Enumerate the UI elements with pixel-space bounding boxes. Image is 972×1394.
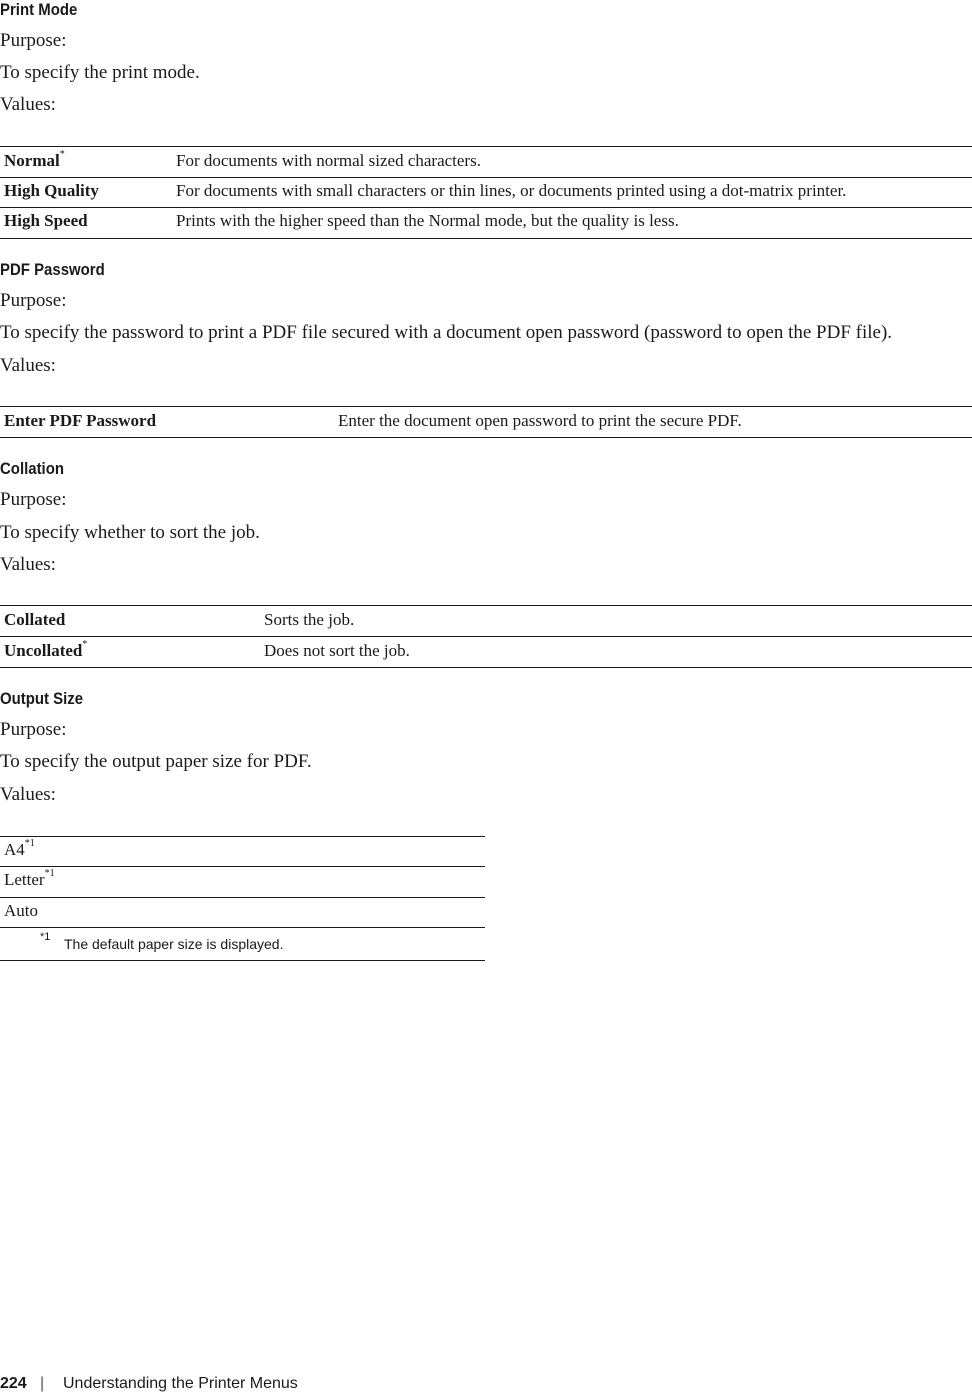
- values-label: Values:: [0, 554, 56, 575]
- section-title-collation: Collation: [0, 459, 64, 478]
- table-rule: [0, 177, 972, 178]
- table-row-key: Enter PDF Password: [4, 411, 157, 430]
- purpose-label: Purpose:: [0, 489, 67, 510]
- table-row-desc: For documents with normal sized characters.: [176, 151, 481, 170]
- purpose-label: Purpose:: [0, 719, 67, 740]
- table-row-key: High Quality: [4, 181, 99, 200]
- table-row-key: Auto: [4, 901, 38, 920]
- section-title-print-mode: Print Mode: [0, 0, 78, 19]
- table-rule: [0, 146, 972, 147]
- table-rule: [0, 238, 972, 239]
- table-row-key: Normal*: [4, 149, 65, 170]
- table-rule: [0, 897, 485, 898]
- values-label: Values:: [0, 784, 56, 805]
- purpose-text: To specify the password to print a PDF file secured with a document open password (password to open the PDF file).: [0, 322, 893, 343]
- purpose-text: To specify the print mode.: [0, 62, 200, 83]
- table-rule: [0, 836, 485, 837]
- table-row-desc: Prints with the higher speed than the Normal mode, but the quality is less.: [176, 211, 679, 230]
- table-row-key: High Speed: [4, 211, 88, 230]
- table-rule: [0, 636, 972, 637]
- section-title-output-size: Output Size: [0, 689, 84, 708]
- page-number: 224: [0, 1375, 27, 1392]
- table-rule: [0, 207, 972, 208]
- table-rule: [0, 960, 485, 961]
- footnote-text: The default paper size is displayed.: [64, 936, 284, 952]
- purpose-label: Purpose:: [0, 30, 67, 51]
- table-row-key: Uncollated*: [4, 639, 88, 660]
- values-label: Values:: [0, 355, 56, 376]
- table-rule: [0, 866, 485, 867]
- table-rule: [0, 667, 972, 668]
- table-rule: [0, 406, 972, 407]
- section-title-pdf-password: PDF Password: [0, 260, 105, 279]
- purpose-label: Purpose:: [0, 290, 67, 311]
- purpose-text: To specify the output paper size for PDF.: [0, 751, 312, 772]
- table-row-desc: Sorts the job.: [264, 610, 355, 629]
- footnote-mark: *1: [40, 931, 51, 943]
- chapter-title: Understanding the Printer Menus: [63, 1375, 298, 1392]
- table-row-desc: For documents with small characters or thin lines, or documents printed using a dot-matrix printer.: [176, 181, 847, 200]
- purpose-text: To specify whether to sort the job.: [0, 522, 260, 543]
- table-rule: [0, 437, 972, 438]
- table-row-desc: Enter the document open password to print the secure PDF.: [338, 411, 742, 430]
- table-row-key: Letter$^{*1}$: [4, 868, 55, 889]
- table-rule: [0, 605, 972, 606]
- values-label: Values:: [0, 94, 56, 115]
- table-row-key: A4$^{*1}$: [4, 838, 35, 859]
- table-rule: [0, 927, 485, 928]
- table-row-key: Collated: [4, 610, 66, 629]
- table-row-desc: Does not sort the job.: [264, 641, 410, 660]
- footer-separator: |: [40, 1375, 45, 1392]
